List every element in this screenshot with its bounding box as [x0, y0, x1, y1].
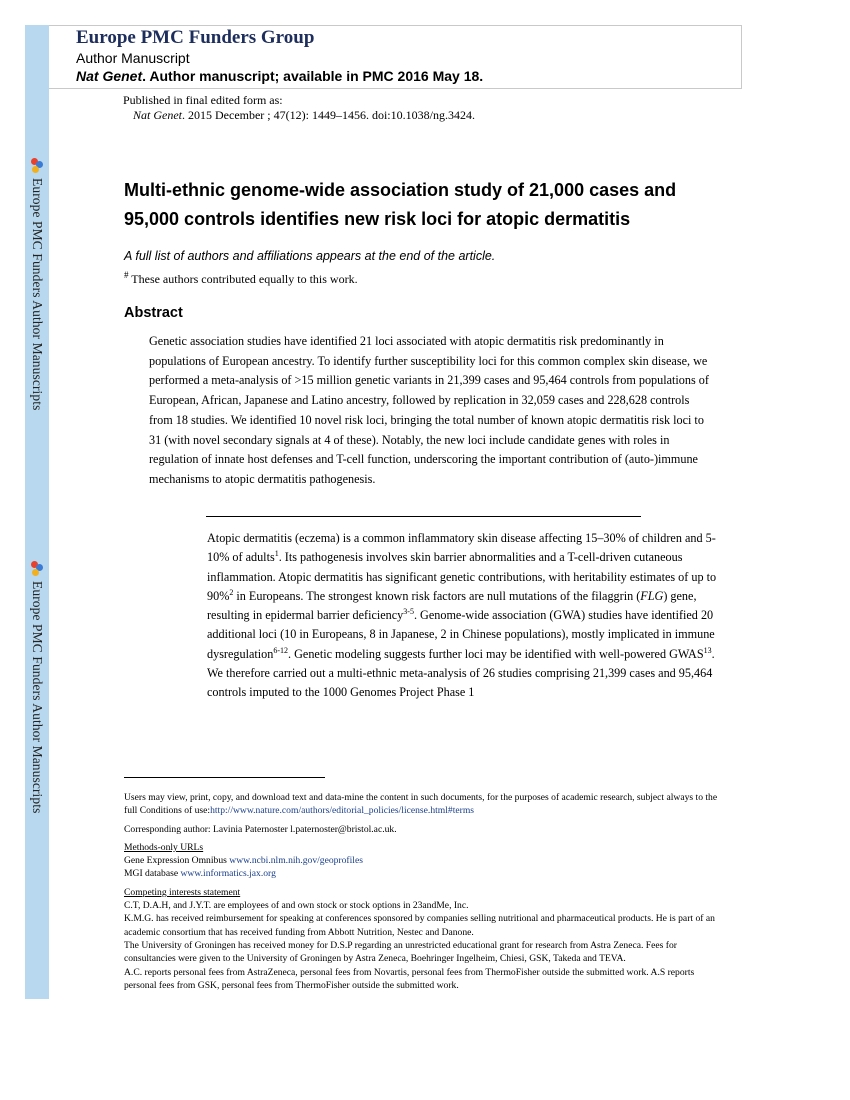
citation-journal: Nat Genet — [133, 108, 182, 122]
author-manuscript-label: Author Manuscript — [76, 50, 190, 66]
mgi-label: MGI database — [124, 868, 181, 880]
gene-name: FLG — [640, 588, 664, 603]
license-link[interactable]: http://www.nature.com/authors/editorial_policies/license.html#terms — [210, 805, 475, 817]
footnotes — [124, 791, 720, 992]
license-note — [124, 791, 720, 818]
competing-statement: The University of Groningen has received money for D.S.P regarding an unrestricted educational grant for research from Astra Zeneca. Fees for consultancies were given to the University of Groningen by Astra Zeneca, Boehringer Ingelheim, Chiesi, GSK, Takeda and TEVA. — [124, 939, 677, 965]
methods-urls-heading: Methods-only URLs — [124, 841, 204, 853]
citation — [123, 108, 475, 123]
footnote-rule — [124, 777, 325, 778]
side-label-top — [26, 158, 48, 410]
intro-paragraph — [207, 529, 722, 703]
abstract-text: Genetic association studies have identified 21 loci associated with atopic dermatitis risk predominantly in populations of European ancestry. To identify further susceptibility loci for this common complex skin disease, we performed a meta-analysis of >15 million genetic variants in 21,399 cases and 95,464 controls from populations of European, African, Japanese and Latino ancestry, followed by replication in 32,059 cases and 228,628 controls from 18 studies. We identified 10 novel risk loci, bringing the total number of known atopic dermatitis risk loci to 31 (with novel secondary signals at 4 of these). Notably, the new loci include candidate genes with roles in regulation of innate host defenses and T-cell function, underscoring the important contribution of (auto-)immune mechanisms to atopic dermatitis pathogenesis. — [149, 334, 709, 486]
equal-marker: # — [124, 270, 129, 280]
reference-link[interactable]: 2 — [229, 587, 234, 597]
publication-info — [123, 93, 475, 123]
reference-link[interactable]: 13 — [703, 645, 712, 655]
journal-name: Nat Genet — [76, 68, 143, 84]
citation-details: . 2015 December ; 47(12): 1449–1456. doi:10.1038/ng.3424. — [182, 108, 475, 122]
authors-note: A full list of authors and affiliations appears at the end of the article. — [124, 249, 496, 263]
europe-pmc-logo-icon — [31, 158, 43, 174]
geo-label: Gene Expression Omnibus — [124, 855, 230, 867]
competing-statement: K.M.G. has received reimbursement for speaking at conferences sponsored by companies selling nutritional and pharmaceutical products. He is part of an academic consortium that has received funding from Abbott Nutrition, Nestec and Danone. — [124, 913, 715, 938]
competing-statement: A.C. reports personal fees from AstraZeneca, personal fees from Novartis, personal fees from ThermoFisher outside the submitted work. A.S reports personal fees from GSK, personal fees from ThermoFisher outside the submitted work. — [124, 966, 695, 991]
body-text-6: . Genetic modeling suggests further loci may be identified with well-powered GWAS — [288, 646, 704, 661]
body-text-2: . Its pathogenesis involves skin barrier abnormalities and a T-cell-driven cutaneous inflammation. Atopic dermatitis has significant genetic contributions, with heritability estimates of up to 90% — [207, 550, 717, 603]
mgi-line — [124, 867, 720, 880]
body-text-1: Atopic dermatitis (eczema) is a common inflammatory skin disease affecting 15–30% of children and 5-10% of adults — [207, 531, 716, 565]
correspondence-note: Corresponding author: Lavinia Paternoster l.paternoster@bristol.ac.uk. — [124, 823, 397, 835]
geo-line — [124, 854, 720, 867]
body-text-4: ) gene, resulting in epidermal barrier deficiency — [207, 588, 697, 623]
reference-link[interactable]: 1 — [274, 549, 279, 559]
side-label-bottom — [26, 561, 48, 813]
reference-link[interactable]: 3-5 — [403, 607, 414, 617]
side-label-text: Europe PMC Funders Author Manuscripts — [30, 581, 45, 814]
availability-line — [76, 68, 483, 84]
reference-link[interactable]: 6-12 — [273, 645, 289, 655]
license-text: Users may view, print, copy, and download text and data-mine the content in such documents, for the purposes of academic research, subject always to the full Conditions of use: — [124, 792, 718, 817]
body-text-5: . Genome-wide association (GWA) studies have identified 20 additional loci (10 in Europeans, 8 in Japanese, 2 in Chinese populations), mostly implicated in immune dysregulation — [207, 608, 715, 661]
body-text-7: . We therefore carried out a multi-ethnic meta-analysis of 26 studies comprising 21,399 cases and 95,464 controls imputed to the 1000 Genomes Project Phase 1 — [207, 646, 715, 700]
published-intro: Published in final edited form as: — [123, 93, 283, 107]
side-label-text: Europe PMC Funders Author Manuscripts — [30, 178, 45, 411]
competing-statement: C.T, D.A.H, and J.Y.T. are employees of and own stock or stock options in 23andMe, Inc. — [124, 900, 469, 912]
availability-text: . Author manuscript; available in PMC 2016 May 18. — [142, 68, 484, 84]
body-text-3: in Europeans. The strongest known risk factors are null mutations of the filaggrin ( — [233, 588, 641, 603]
mgi-link[interactable]: www.informatics.jax.org — [180, 868, 276, 880]
article-title: Multi-ethnic genome-wide association study of 21,000 cases and 95,000 controls identifies new risk loci for atopic dermatitis — [124, 180, 677, 229]
abstract-heading: Abstract — [124, 305, 183, 321]
divider — [206, 516, 641, 517]
funders-group-title: Europe PMC Funders Group — [76, 27, 315, 48]
competing-interests-heading: Competing interests statement — [124, 886, 241, 898]
geo-link[interactable]: www.ncbi.nlm.nih.gov/geoprofiles — [229, 855, 363, 867]
equal-contribution-note — [124, 270, 358, 287]
europe-pmc-logo-icon — [31, 561, 43, 577]
equal-note-text: These authors contributed equally to this work. — [128, 272, 358, 286]
